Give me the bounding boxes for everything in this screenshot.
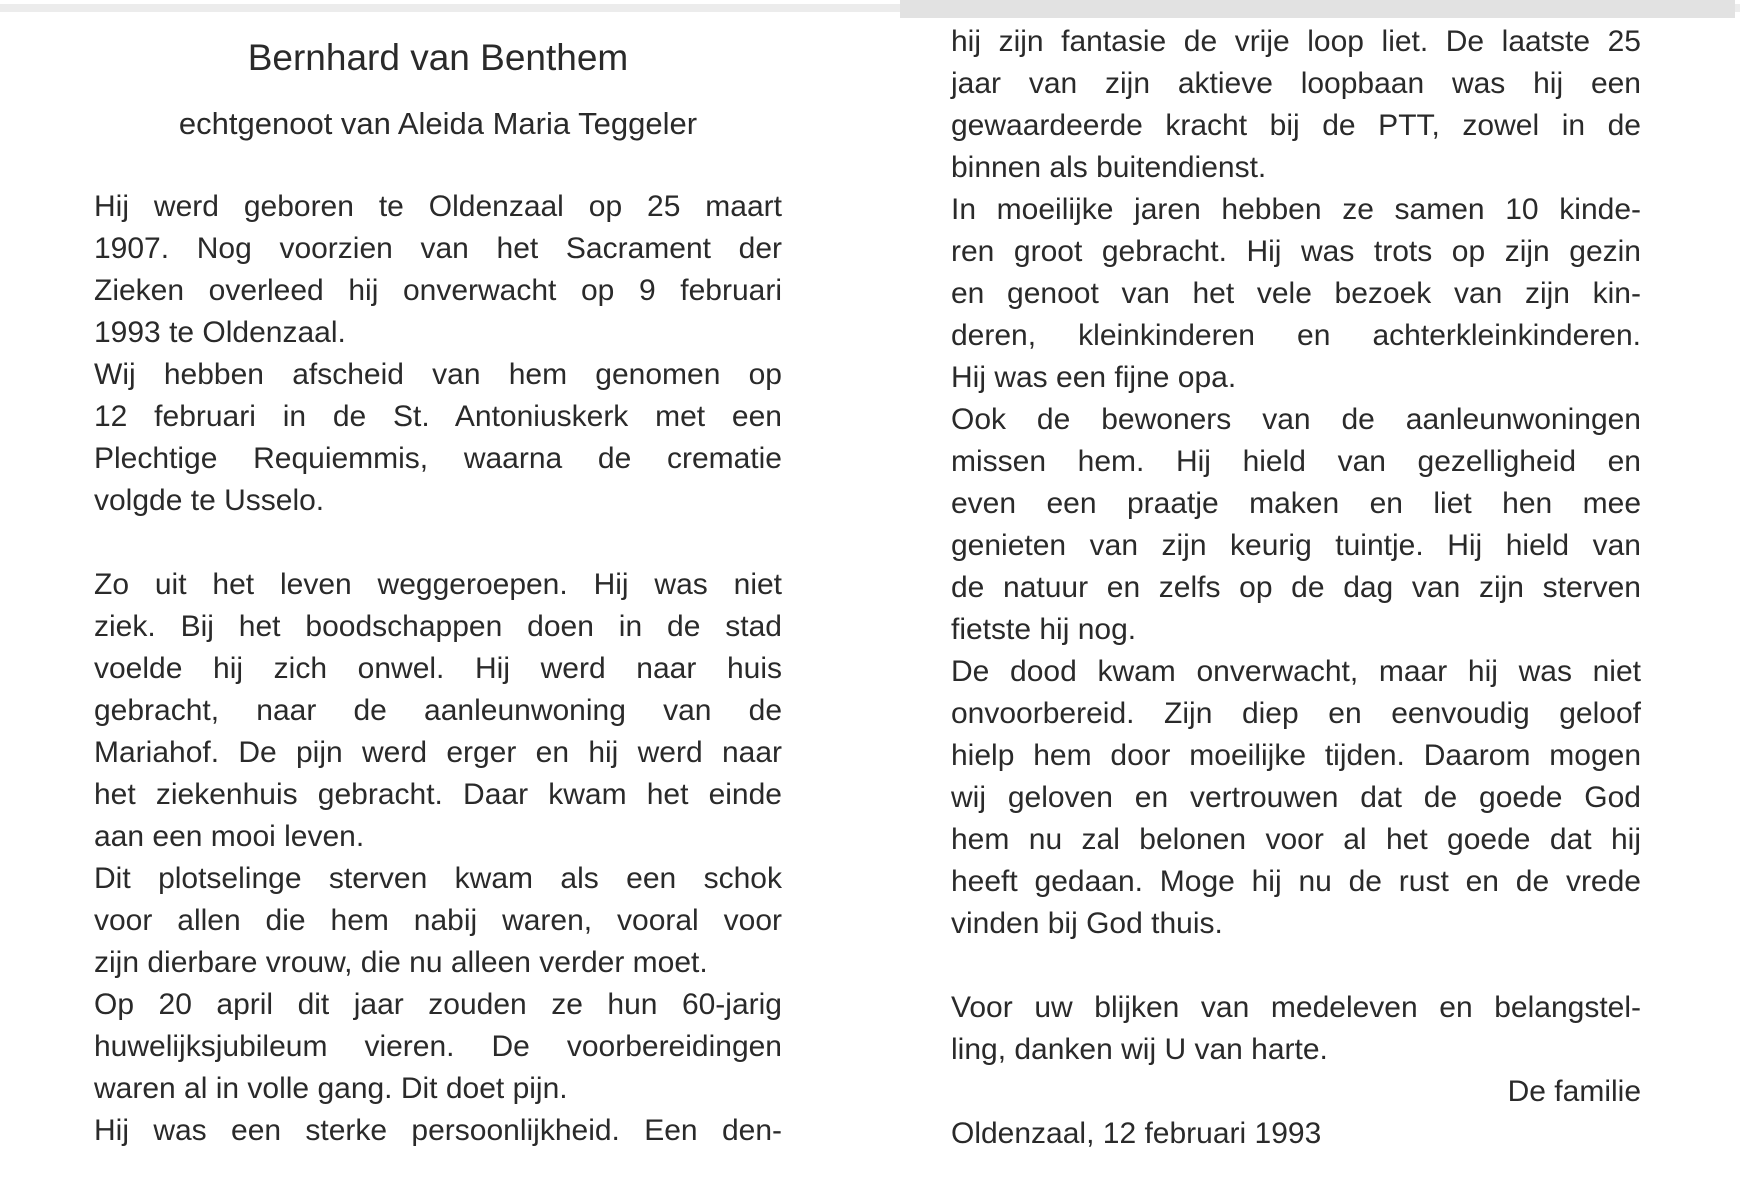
text-line: volgde te Usselo.	[94, 484, 325, 517]
text-line: 1907. Nog voorzien van het Sacrament der	[94, 232, 782, 265]
text-line: 12 februari in de St. Antoniuskerk met een	[94, 400, 782, 433]
spouse-line: echtgenoot van Aleida Maria Teggeler	[178, 106, 698, 141]
text-line: Plechtige Requiemmis, waarna de crematie	[94, 442, 782, 475]
text-line: hij zijn fantasie de vrije loop liet. De laatste 25	[951, 25, 1641, 58]
text-line: het ziekenhuis gebracht. Daar kwam het einde	[94, 778, 782, 811]
text-line: wij geloven en vertrouwen dat de goede God	[951, 781, 1641, 814]
text-line: hielp hem door moeilijke tijden. Daarom mogen	[951, 739, 1641, 772]
paragraph-gap	[94, 522, 782, 564]
text-line: In moeilijke jaren hebben ze samen 10 kinde-	[951, 193, 1641, 226]
text-line: Zo uit het leven weggeroepen. Hij was niet	[94, 568, 782, 601]
right-column	[951, 21, 1641, 1155]
text-line: voelde hij zich onwel. Hij werd naar huis	[94, 652, 782, 685]
text-line: zijn dierbare vrouw, die nu alleen verder moet.	[94, 946, 708, 979]
text-line: aan een mooi leven.	[94, 820, 365, 853]
text-line: vinden bij God thuis.	[951, 907, 1223, 940]
scan-edge-band-overlay	[900, 0, 1735, 18]
left-column	[94, 186, 782, 1152]
text-line: 1993 te Oldenzaal.	[94, 316, 346, 349]
place-date: Oldenzaal, 12 februari 1993	[951, 1117, 1322, 1150]
text-line: gebracht, naar de aanleunwoning van de	[94, 694, 782, 727]
paragraph	[94, 354, 782, 522]
text-line: Hij werd geboren te Oldenzaal op 25 maart	[94, 190, 782, 223]
text-line: binnen als buitendienst.	[951, 151, 1267, 184]
paragraph	[94, 1110, 782, 1152]
text-line: de natuur en zelfs op de dag van zijn sterven	[951, 571, 1641, 604]
paragraph	[951, 987, 1641, 1071]
text-line: even een praatje maken en liet hen mee	[951, 487, 1641, 520]
paragraph	[94, 984, 782, 1110]
text-line: genieten van zijn keurig tuintje. Hij hield van	[951, 529, 1641, 562]
paragraph	[94, 564, 782, 858]
text-line: huwelijksjubileum vieren. De voorbereidingen	[94, 1030, 782, 1063]
text-line: Voor uw blijken van medeleven en belangstel-	[951, 991, 1641, 1024]
paragraph	[951, 189, 1641, 399]
text-line: fietste hij nog.	[951, 613, 1137, 646]
text-line: Hij was een fijne opa.	[951, 361, 1237, 394]
text-line: Mariahof. De pijn werd erger en hij werd naar	[94, 736, 782, 769]
paragraph	[951, 651, 1641, 945]
text-line: Wij hebben afscheid van hem genomen op	[94, 358, 782, 391]
text-line: De dood kwam onverwacht, maar hij was niet	[951, 655, 1641, 688]
text-line: Ook de bewoners van de aanleunwoningen	[951, 403, 1641, 436]
text-line: Hij was een sterke persoonlijkheid. Een den-	[94, 1114, 782, 1147]
paragraph	[951, 21, 1641, 189]
text-line: jaar van zijn aktieve loopbaan was hij een	[951, 67, 1641, 100]
text-line: heeft gedaan. Moge hij nu de rust en de vrede	[951, 865, 1641, 898]
text-line: en genoot van het vele bezoek van zijn kin-	[951, 277, 1641, 310]
paragraph	[94, 858, 782, 984]
paragraph	[94, 186, 782, 354]
text-line: ren groot gebracht. Hij was trots op zijn gezin	[951, 235, 1641, 268]
text-line: voor allen die hem nabij waren, vooral voor	[94, 904, 782, 937]
text-line: Op 20 april dit jaar zouden ze hun 60-jarig	[94, 988, 782, 1021]
text-line: gewaardeerde kracht bij de PTT, zowel in de	[951, 109, 1641, 142]
paragraph	[951, 399, 1641, 651]
signature: De familie	[1507, 1075, 1641, 1108]
paragraph-gap	[951, 945, 1641, 987]
right-column-body	[951, 21, 1641, 1071]
text-line: Zieken overleed hij onverwacht op 9 februari	[94, 274, 782, 307]
text-line: hem nu zal belonen voor al het goede dat hij	[951, 823, 1641, 856]
text-line: ziek. Bij het boodschappen doen in de stad	[94, 610, 782, 643]
text-line: deren, kleinkinderen en achterkleinkinderen.	[951, 319, 1641, 352]
deceased-name: Bernhard van Benthem	[247, 37, 629, 78]
text-line: missen hem. Hij hield van gezelligheid en	[951, 445, 1641, 478]
text-line: ling, danken wij U van harte.	[951, 1033, 1328, 1066]
text-line: Dit plotselinge sterven kwam als een schok	[94, 862, 782, 895]
text-line: onvoorbereid. Zijn diep en eenvoudig geloof	[951, 697, 1641, 730]
text-line: waren al in volle gang. Dit doet pijn.	[94, 1072, 568, 1105]
